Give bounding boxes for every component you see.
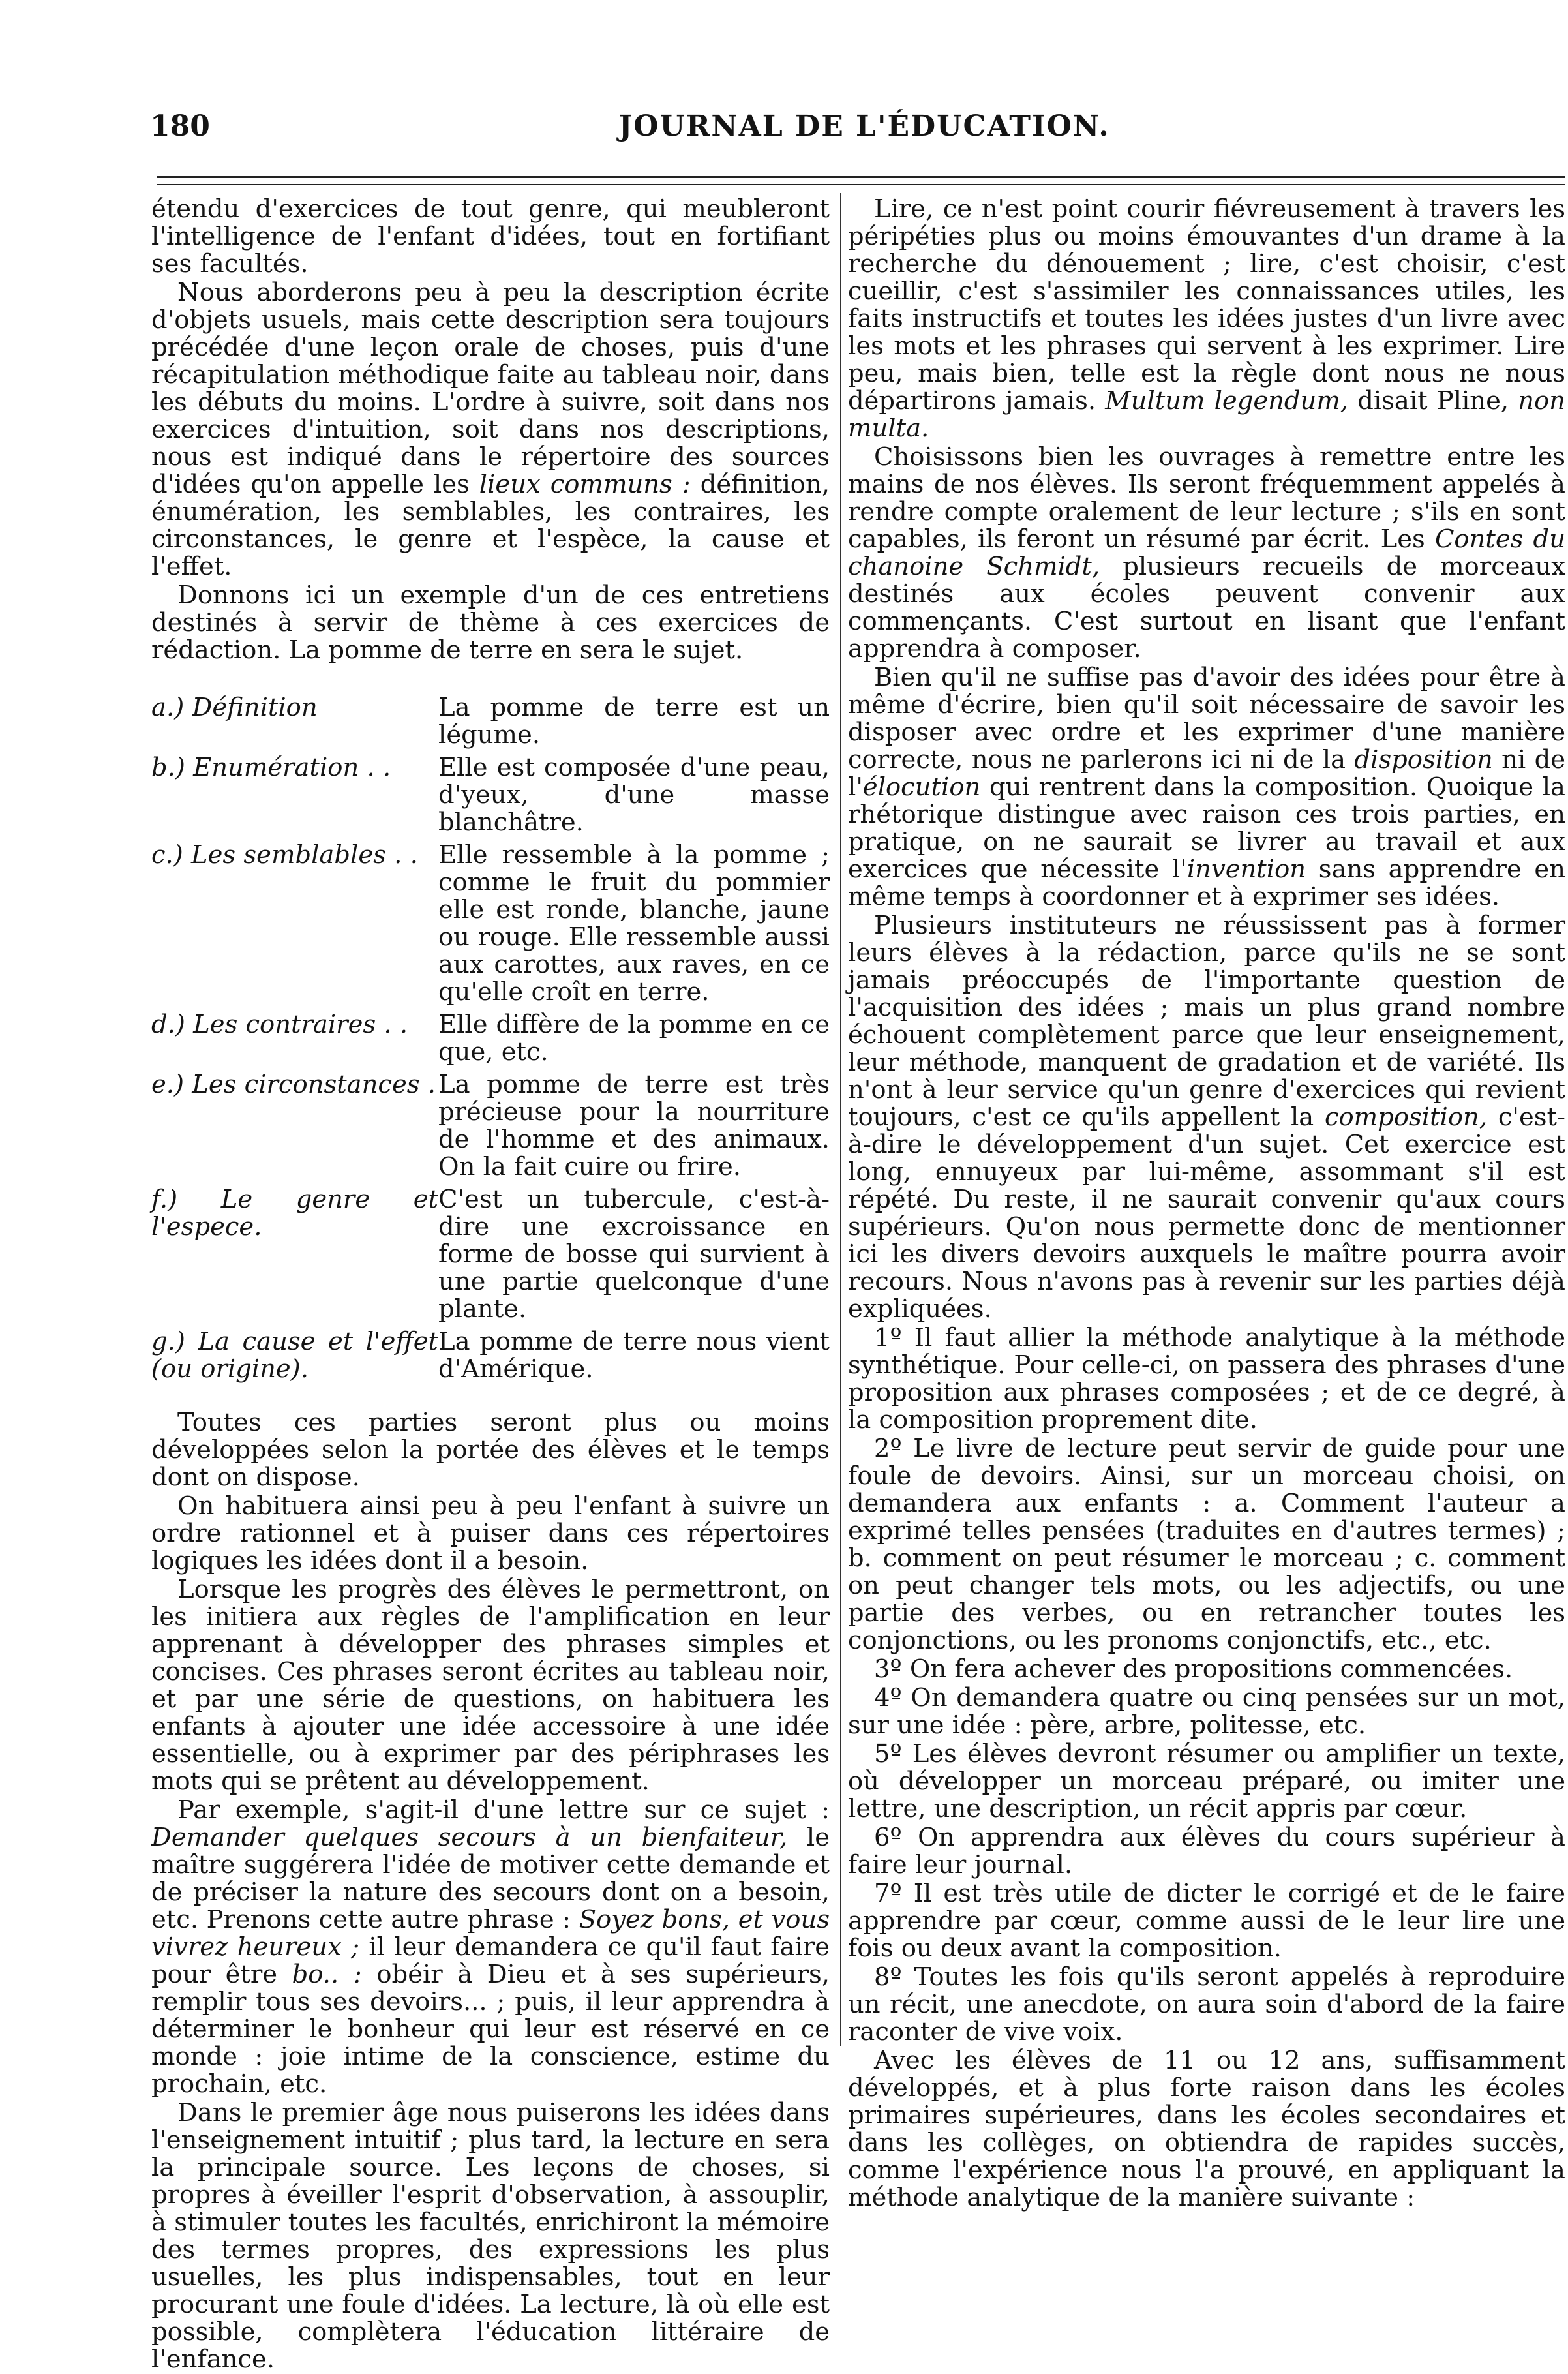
- schema-text: Elle est composée d'une peau, d'yeux, d'une masse blanchâtre.: [438, 753, 830, 837]
- schema-row: [151, 1071, 830, 1181]
- paragraph: 2º Le livre de lecture peut servir de guide pour une foule de devoirs. Ainsi, sur un morceau choisi, on demandera aux enfants : a. Comment l'auteur a exprimé telles pensées (traduites en d'autres termes) ; b. comment on peut résumer le morceau ; c. comment on peut changer tels mots, ou les adjectifs, ou une partie des verbes, ou en retrancher toutes les conjonctions, ou les pronoms conjonctifs, etc., etc.: [848, 1434, 1565, 1655]
- schema-label: d.) Les contraires . .: [151, 1010, 408, 1039]
- schema-label: g.) La cause et l'effet (ou origine).: [151, 1327, 438, 1384]
- paragraph: 3º On fera achever des propositions commencées.: [874, 1654, 1513, 1684]
- schema-row: [151, 842, 830, 1006]
- paragraph: Nous aborderons peu à peu la description écrite d'objets usuels, mais cette description sera toujours précédée d'une leçon orale de choses, puis d'une récapitulation méthodique faite au tableau noir, dans les débuts du moins. L'ordre à suivre, soit dans nos exercices d'intuition, soit dans nos descriptions, nous est indiqué dans le répertoire des sources d'idées qu'on appelle les lieux communs : définition, énumération, les semblables, les contraires, les circonstances, le genre et l'espèce, la cause et l'effet.: [151, 278, 830, 581]
- schema-text: La pomme de terre est un légume.: [438, 693, 830, 750]
- right-column: [848, 196, 1565, 2212]
- schema-label: f.) Le genre et l'espece.: [151, 1185, 438, 1241]
- paragraph: Par exemple, s'agit-il d'une lettre sur ce sujet : Demander quelques secours à un bienfaiteur, le maître suggérera l'idée de motiver cette demande et de préciser la nature des secours dont on a besoin, etc. Prenons cette autre phrase : Soyez bons, et vous vivrez heureux ; il leur demandera ce qu'il faut faire pour être bo.. : obéir à Dieu et à ses supérieurs, remplir tous ses devoirs... ; puis, il leur apprendra à déterminer le bonheur qui leur est réservé en ce monde : joie intime de la conscience, estime du prochain, etc.: [151, 1795, 830, 2099]
- paragraph: Toutes ces parties seront plus ou moins développées selon la portée des élèves et le temps dont on dispose.: [151, 1408, 830, 1492]
- paragraph: Plusieurs instituteurs ne réussissent pas à former leurs élèves à la rédaction, parce qu'ils ne se sont jamais préoccupés de l'importante question de l'acquisition des idées ; mais un plus grand nombre échouent complètement parce que leur enseignement, leur méthode, manquent de gradation et de variété. Ils n'ont à leur service qu'un genre d'exercices qui revient toujours, c'est ce qu'ils appellent la composition, c'est-à-dire le développement d'un sujet. Cet exercice est long, ennuyeux par lui-même, assommant s'il est répété. Du reste, il ne saurait convenir qu'aux cours supérieurs. Qu'on nous permette donc de mentionner ici les divers devoirs auxquels le maître pourra avoir recours. Nous n'avons pas à revenir sur les parties déjà expliquées.: [848, 911, 1565, 1324]
- header-rule: [157, 176, 1565, 178]
- paragraph: On habituera ainsi peu à peu l'enfant à suivre un ordre rationnel et à puiser dans ces répertoires logiques les idées dont il a besoin.: [151, 1491, 830, 1575]
- schema-label: e.) Les circonstances .: [151, 1070, 436, 1099]
- paragraph: Bien qu'il ne suffise pas d'avoir des idées pour être à même d'écrire, bien qu'il soit nécessaire de savoir les disposer avec ordre et les exprimer d'une manière correcte, nous ne parlerons ici ni de la disposition ni de l'élocution qui rentrent dans la composition. Quoique la rhétorique distingue avec raison ces trois parties, en pratique, on ne saurait se livrer au travail et aux exercices que nécessite l'invention sans apprendre en même temps à coordonner et à exprimer ses idées.: [848, 663, 1565, 911]
- left-column: [151, 196, 830, 2373]
- schema-label: a.) Définition: [151, 693, 318, 722]
- paragraph: Lorsque les progrès des élèves le permettront, on les initiera aux règles de l'amplification en leur apprenant à développer des phrases simples et concises. Ces phrases seront écrites au tableau noir, et par une série de questions, on habituera les enfants à ajouter une idée accessoire à une idée essentielle, ou à exprimer par des périphrases les mots qui se prêtent au développement.: [151, 1575, 830, 1796]
- paragraph: 1º Il faut allier la méthode analytique à la méthode synthétique. Pour celle-ci, on passera des phrases d'une proposition aux phrases composées ; et de ce degré, à la composition proprement dite.: [848, 1323, 1565, 1435]
- paragraph: 6º On apprendra aux élèves du cours supérieur à faire leur journal.: [848, 1823, 1565, 1879]
- paragraph: Lire, ce n'est point courir fiévreusement à travers les péripéties plus ou moins émouvantes d'un drame à la recherche du dénouement ; lire, c'est choisir, c'est cueillir, c'est s'assimiler les connaissances utiles, les faits instructifs et toutes les idées justes d'un livre avec les mots et les phrases qui servent à les exprimer. Lire peu, mais bien, telle est la règle dont nous ne nous départirons jamais. Multum legendum, disait Pline, non multa.: [848, 194, 1565, 443]
- paragraph: 5º Les élèves devront résumer ou amplifier un texte, où développer un morceau préparé, ou imiter une lettre, une description, un récit appris par cœur.: [848, 1739, 1565, 1823]
- schema-row: [151, 1328, 830, 1383]
- paragraph: Avec les élèves de 11 ou 12 ans, suffisamment développés, et à plus forte raison dans les écoles primaires supérieures, dans les écoles secondaires et dans les collèges, on obtiendra de rapides succès, comme l'expérience nous l'a prouvé, en appliquant la méthode analytique de la manière suivante :: [848, 2046, 1565, 2212]
- page-header: [150, 110, 1568, 155]
- schema-text: La pomme de terre nous vient d'Amérique.: [438, 1327, 830, 1384]
- paragraph: 4º On demandera quatre ou cinq pensées sur un mot, sur une idée : père, arbre, politesse, etc.: [848, 1683, 1565, 1740]
- schema-row: [151, 754, 830, 836]
- paragraph: 8º Toutes les fois qu'ils seront appelés à reproduire un récit, une anecdote, on aura soin d'abord de la faire raconter de vive voix.: [848, 1962, 1565, 2047]
- schema-row: [151, 694, 830, 749]
- paragraph: Choisissons bien les ouvrages à remettre entre les mains de nos élèves. Ils seront fréquemment appelés à rendre compte oralement de leur lecture ; s'ils en sont capables, ils feront un résumé par écrit. Les Contes du chanoine Schmidt, plusieurs recueils de morceaux destinés aux écoles peuvent convenir aux commençants. C'est surtout en lisant que l'enfant apprendra à composer.: [848, 442, 1566, 663]
- running-title: JOURNAL DE L'ÉDUCATION.: [618, 110, 1110, 143]
- schema-text: La pomme de terre est très précieuse pour la nourriture de l'homme et des animaux. On la fait cuire ou frire.: [438, 1070, 830, 1181]
- paragraph: étendu d'exercices de tout genre, qui meubleront l'intelligence de l'enfant d'idées, tout en fortifiant ses facultés.: [151, 194, 830, 279]
- schema-text: C'est un tubercule, c'est-à-dire une excroissance en forme de bosse qui survient à une partie quelconque d'une plante.: [438, 1185, 830, 1324]
- column-divider: [840, 193, 841, 2046]
- header-rule-thin: [157, 184, 1565, 185]
- paragraph: Dans le premier âge nous puiserons les idées dans l'enseignement intuitif ; plus tard, la lecture en sera la principale source. Les leçons de choses, si propres à éveiller l'esprit d'observation, à assouplir, à stimuler toutes les facultés, enrichiront la mémoire des termes propres, des expressions les plus usuelles, les plus indispensables, tout en leur procurant une foule d'idées. La lecture, là où elle est possible, complètera l'éducation littéraire de l'enfance.: [151, 2098, 830, 2374]
- schema-label: b.) Enumération . .: [151, 753, 391, 782]
- page-number: 180: [150, 110, 210, 143]
- potato-schema: [151, 694, 830, 1383]
- schema-text: Elle ressemble à la pomme ; comme le fruit du pommier elle est ronde, blanche, jaune ou rouge. Elle ressemble aussi aux carottes, aux raves, en ce qu'elle croît en terre.: [438, 840, 830, 1007]
- schema-row: [151, 1186, 830, 1323]
- paragraph: 7º Il est très utile de dicter le corrigé et de le faire apprendre par cœur, comme aussi de le leur lire une fois ou deux avant la composition.: [848, 1879, 1565, 1963]
- paragraph: Donnons ici un exemple d'un de ces entretiens destinés à servir de thème à ces exercices de rédaction. La pomme de terre en sera le sujet.: [151, 581, 830, 665]
- schema-row: [151, 1011, 830, 1066]
- schema-label: c.) Les semblables . .: [151, 840, 418, 870]
- schema-text: Elle diffère de la pomme en ce que, etc.: [438, 1010, 830, 1067]
